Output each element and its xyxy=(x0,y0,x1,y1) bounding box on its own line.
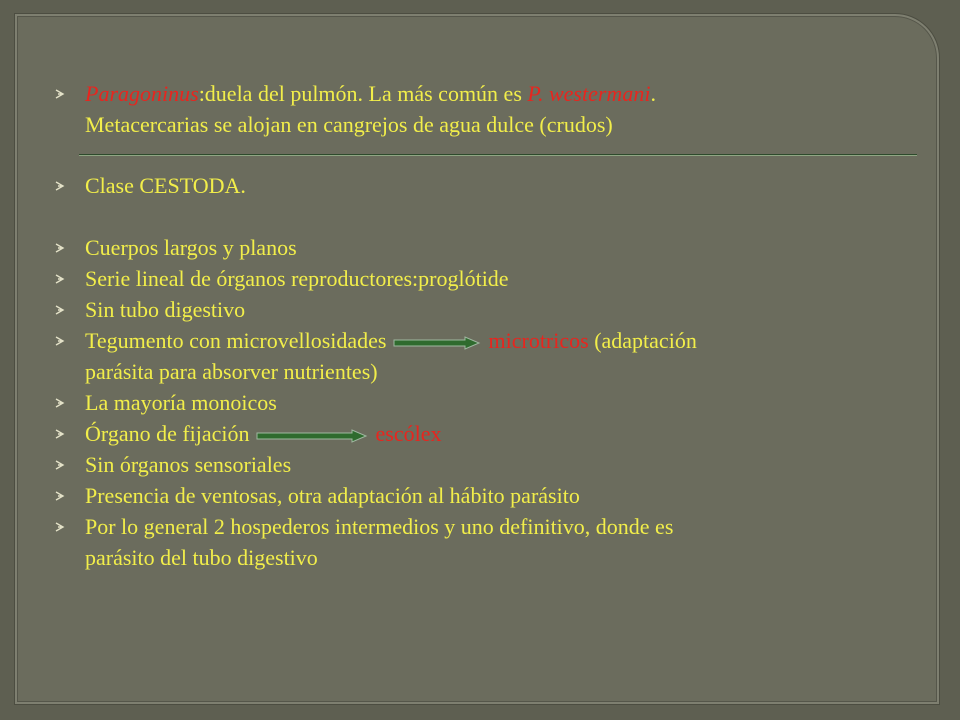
slide-content xyxy=(55,78,935,573)
organo-text: Órgano de fijación xyxy=(85,421,250,446)
arrowhead-bullet-icon xyxy=(55,460,65,470)
cuerpos-text: Cuerpos largos y planos xyxy=(85,235,297,260)
arrowhead-bullet-icon xyxy=(55,522,65,532)
hospederos-line2: parásito del tubo digestivo xyxy=(85,545,318,570)
sensoriales-text: Sin órganos sensoriales xyxy=(85,452,292,477)
bullet-item-paragoninus xyxy=(55,78,935,140)
genus-name: Paragoninus xyxy=(85,81,199,106)
bullet-item-clase xyxy=(55,170,935,201)
slide-frame xyxy=(15,14,939,704)
ventosas-text: Presencia de ventosas, otra adaptación al hábito parásito xyxy=(85,483,580,508)
divider-line xyxy=(79,154,917,156)
paragoninus-description: :duela del pulmón. La más común es xyxy=(198,81,528,106)
escolex-highlight: escólex xyxy=(375,421,442,446)
arrowhead-bullet-icon xyxy=(55,336,65,346)
arrowhead-bullet-icon xyxy=(55,398,65,408)
right-arrow-icon xyxy=(393,336,481,350)
paragoninus-period: . xyxy=(650,81,656,106)
species-name: P. westermani xyxy=(527,81,651,106)
spacer xyxy=(55,201,935,232)
bullet-item-sin-tubo xyxy=(55,294,935,325)
arrowhead-bullet-icon xyxy=(55,305,65,315)
bullet-item-hospederos xyxy=(55,511,935,573)
bullet-item-cuerpos xyxy=(55,232,935,263)
hospederos-line1: Por lo general 2 hospederos intermedios y uno definitivo, donde es xyxy=(85,514,674,539)
bullet-item-organo xyxy=(55,418,935,449)
arrowhead-bullet-icon xyxy=(55,491,65,501)
arrowhead-bullet-icon xyxy=(55,181,65,191)
sin-tubo-text: Sin tubo digestivo xyxy=(85,297,246,322)
arrowhead-bullet-icon xyxy=(55,89,65,99)
clase-text: Clase CESTODA. xyxy=(85,173,246,198)
bullet-item-ventosas xyxy=(55,480,935,511)
arrowhead-bullet-icon xyxy=(55,274,65,284)
bullet-item-monoicos xyxy=(55,387,935,418)
arrowhead-bullet-icon xyxy=(55,429,65,439)
tegumento-text: Tegumento con microvellosidades xyxy=(85,328,387,353)
bullet-item-serie xyxy=(55,263,935,294)
serie-text: Serie lineal de órganos reproductores:proglótide xyxy=(85,266,509,291)
right-arrow-icon xyxy=(256,429,368,443)
paragoninus-line2: Metacercarias se alojan en cangrejos de agua dulce (crudos) xyxy=(85,112,613,137)
bullet-item-sensoriales xyxy=(55,449,935,480)
monoicos-text: La mayoría monoicos xyxy=(85,390,277,415)
tegumento-after: (adaptación xyxy=(588,328,697,353)
tegumento-line2: parásita para absorver nutrientes) xyxy=(85,359,378,384)
microtricos-highlight: microtricos xyxy=(488,328,589,353)
arrowhead-bullet-icon xyxy=(55,243,65,253)
bullet-item-tegumento xyxy=(55,325,935,387)
